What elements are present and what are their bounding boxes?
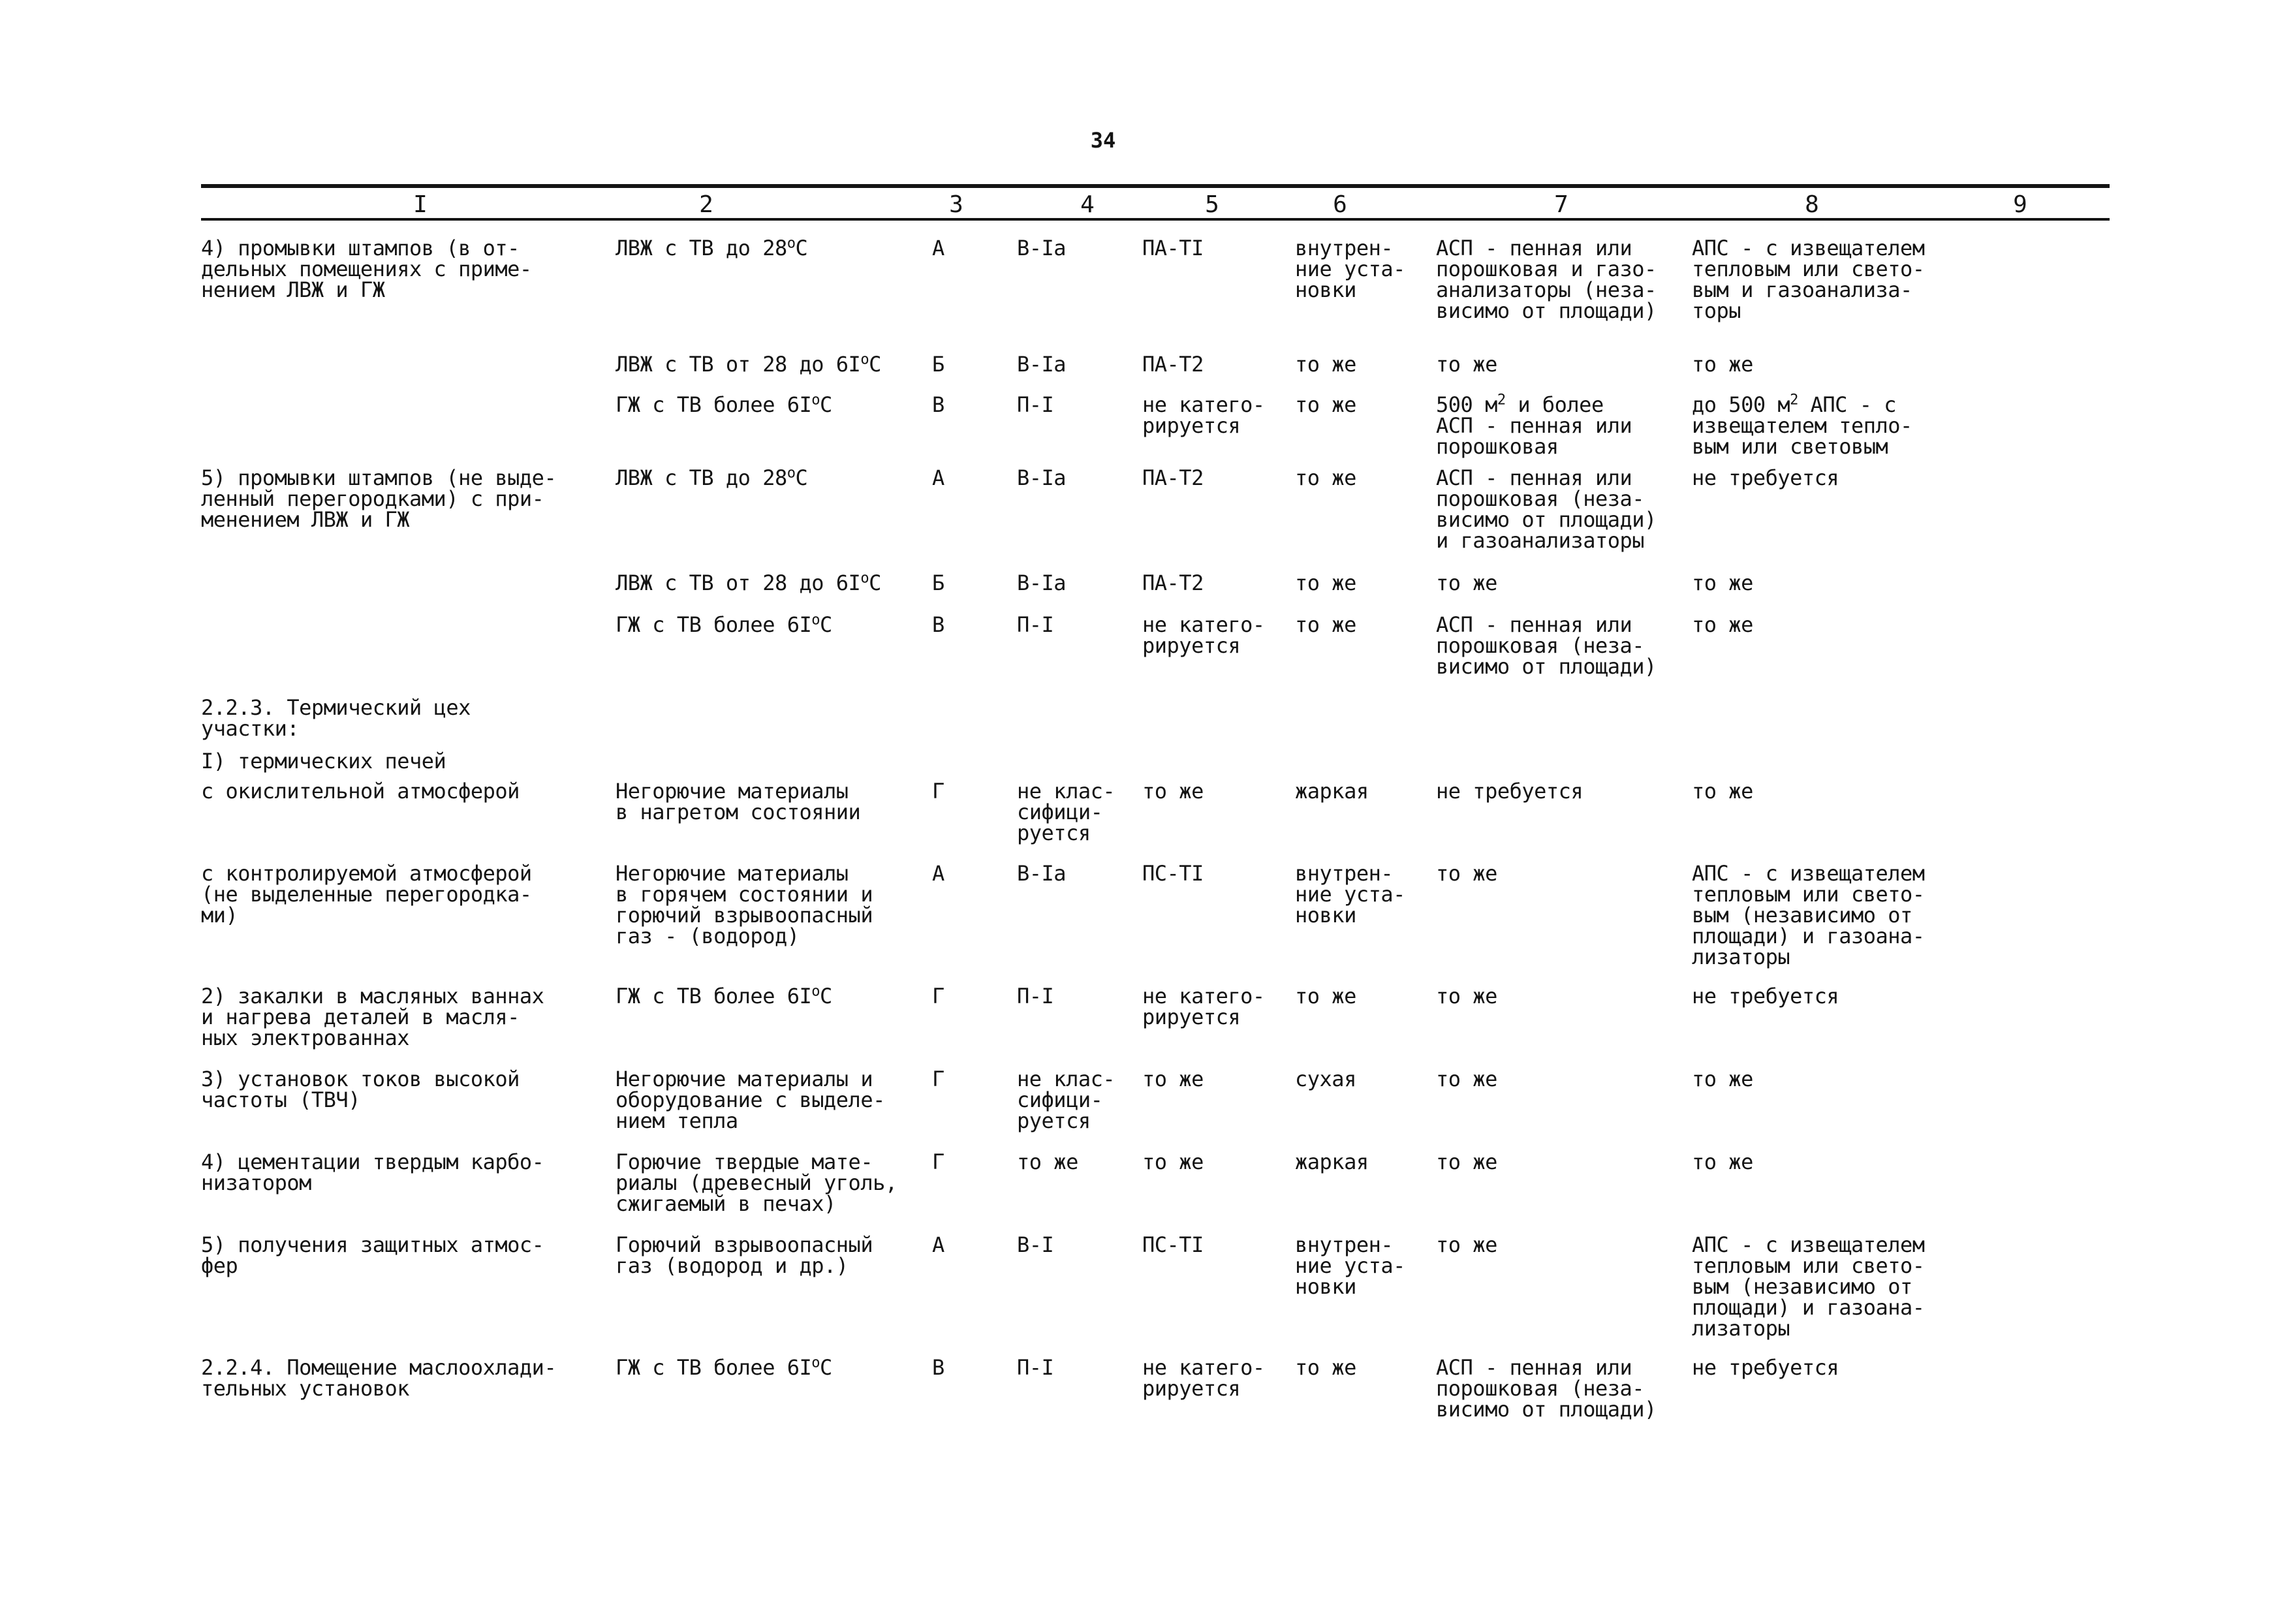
substance-cell: Горючий взрывоопасный газ (водород и др.): [616, 1232, 873, 1278]
item-cell: с окислительной атмосферой: [201, 779, 520, 804]
environment-cell: то же: [1295, 392, 1356, 417]
substance-cell: ГЖ с ТВ более $6I^оС$: [616, 1354, 832, 1380]
alarm-cell: АПС - с извещателем тепловым или свето- вым (независимо от площади) и газоана- лизаторы: [1692, 861, 1925, 969]
item-cell: 3) установок токов высокой частоты (ТВЧ): [201, 1067, 520, 1112]
alarm-cell: АПС - с извещателем тепловым или свето- вым (независимо от площади) и газоана- лизаторы: [1692, 1232, 1925, 1341]
substance-cell: Негорючие материалы в нагретом состоянии: [616, 779, 861, 824]
category-cell: Б: [932, 570, 944, 595]
item-cell: 4) промывки штампов (в от- дельных помещениях с приме- нением ЛВЖ и ГЖ: [201, 236, 532, 302]
alarm-cell: то же: [1692, 779, 1753, 804]
fire-class-cell: ПС-ТI: [1142, 861, 1204, 886]
category-cell: В: [932, 392, 944, 417]
extinguishing-cell: АСП - пенная или порошковая (неза- висимо от площади): [1436, 1355, 1657, 1422]
category-cell: Г: [932, 1067, 944, 1091]
environment-cell: внутрен- ние уста- новки: [1295, 861, 1405, 928]
column-header-8: 8: [1805, 191, 1819, 218]
column-header-6: 6: [1333, 191, 1347, 218]
alarm-cell: то же: [1692, 570, 1753, 595]
fire-class-cell: не катего- рируется: [1142, 1355, 1265, 1401]
category-cell: В: [932, 1355, 944, 1380]
zone-class-cell: не клас- сифици- руется: [1017, 779, 1115, 845]
fire-class-cell: то же: [1142, 1149, 1204, 1174]
alarm-cell: не требуется: [1692, 465, 1839, 490]
zone-class-cell: В-Iа: [1017, 352, 1067, 377]
column-header-5: 5: [1205, 191, 1219, 218]
column-header-1: I: [413, 191, 428, 218]
extinguishing-cell: АСП - пенная или порошковая (неза- висимо от площади) и газоанализаторы: [1436, 465, 1657, 553]
column-header-7: 7: [1554, 191, 1568, 218]
fire-class-cell: ПА-Т2: [1142, 352, 1204, 377]
item-cell: 2.2.3. Термический цех участки:: [201, 695, 471, 741]
fire-class-cell: ПА-Т2: [1142, 570, 1204, 595]
environment-cell: жаркая: [1295, 779, 1369, 804]
item-cell: 2.2.4. Помещение маслоохлади- тельных установок: [201, 1355, 557, 1401]
category-cell: Б: [932, 352, 944, 377]
column-header-3: 3: [949, 191, 963, 218]
extinguishing-cell: то же: [1436, 1067, 1497, 1091]
page-number: 34: [1090, 128, 1116, 153]
fire-class-cell: ПА-Т2: [1142, 465, 1204, 490]
fire-class-cell: ПА-ТI: [1142, 236, 1204, 260]
extinguishing-cell: то же: [1436, 1232, 1497, 1257]
category-cell: А: [932, 236, 944, 260]
environment-cell: то же: [1295, 570, 1356, 595]
item-cell: 2) закалки в масляных ваннах и нагрева деталей в масля- ных электрованнах: [201, 984, 544, 1050]
fire-class-cell: не катего- рируется: [1142, 984, 1265, 1029]
substance-cell: ГЖ с ТВ более $6I^оС$: [616, 612, 832, 637]
item-cell: с контролируемой атмосферой (не выделенные перегородка- ми): [201, 861, 532, 928]
environment-cell: сухая: [1295, 1067, 1356, 1091]
fire-class-cell: то же: [1142, 779, 1204, 804]
alarm-cell: то же: [1692, 612, 1753, 637]
extinguishing-cell: АСП - пенная или порошковая (неза- висимо от площади): [1436, 612, 1657, 679]
environment-cell: внутрен- ние уста- новки: [1295, 1232, 1405, 1299]
column-header-4: 4: [1080, 191, 1095, 218]
zone-class-cell: не клас- сифици- руется: [1017, 1067, 1115, 1133]
alarm-cell: то же: [1692, 352, 1753, 377]
environment-cell: внутрен- ние уста- новки: [1295, 236, 1405, 302]
extinguishing-cell: то же: [1436, 570, 1497, 595]
zone-class-cell: В-I: [1017, 1232, 1054, 1257]
substance-cell: ГЖ с ТВ более $6I^оС$: [616, 392, 832, 417]
substance-cell: Негорючие материалы и оборудование с выделе- нием тепла: [616, 1067, 885, 1133]
zone-class-cell: П-I: [1017, 392, 1054, 417]
table-top-rule: [201, 184, 2110, 188]
category-cell: Г: [932, 1149, 944, 1174]
extinguishing-cell: то же: [1436, 861, 1497, 886]
substance-cell: Горючие твердые мате- риалы (древесный уголь, сжигаемый в печах): [616, 1149, 897, 1216]
category-cell: А: [932, 465, 944, 490]
alarm-cell: до 500 $м^2$ АПС - с извещателем тепло- вым или световым: [1692, 392, 1912, 459]
column-header-9: 9: [2013, 191, 2027, 218]
item-cell: 4) цементации твердым карбо- низатором: [201, 1149, 544, 1195]
environment-cell: жаркая: [1295, 1149, 1369, 1174]
zone-class-cell: П-I: [1017, 984, 1054, 1008]
substance-cell: Негорючие материалы в горячем состоянии и горючий взрывоопасный газ - (водород): [616, 861, 873, 948]
environment-cell: то же: [1295, 612, 1356, 637]
category-cell: В: [932, 612, 944, 637]
item-cell: I) термических печей: [201, 749, 446, 773]
fire-class-cell: не катего- рируется: [1142, 392, 1265, 438]
zone-class-cell: В-Iа: [1017, 570, 1067, 595]
zone-class-cell: В-Iа: [1017, 465, 1067, 490]
alarm-cell: то же: [1692, 1149, 1753, 1174]
zone-class-cell: то же: [1017, 1149, 1078, 1174]
alarm-cell: не требуется: [1692, 1355, 1839, 1380]
substance-cell: ЛВЖ с ТВ от 28 до $6I^оС$: [616, 351, 881, 377]
fire-class-cell: не катего- рируется: [1142, 612, 1265, 658]
alarm-cell: АПС - с извещателем тепловым или свето- вым и газоанализа- торы: [1692, 236, 1925, 323]
substance-cell: ГЖ с ТВ более $6I^оС$: [616, 983, 832, 1008]
environment-cell: то же: [1295, 352, 1356, 377]
substance-cell: ЛВЖ с ТВ от 28 до $6I^оС$: [616, 570, 881, 595]
extinguishing-cell: то же: [1436, 984, 1497, 1008]
category-cell: Г: [932, 984, 944, 1008]
table-header-rule: [201, 218, 2110, 221]
alarm-cell: не требуется: [1692, 984, 1839, 1008]
category-cell: Г: [932, 779, 944, 804]
environment-cell: то же: [1295, 465, 1356, 490]
fire-class-cell: ПС-ТI: [1142, 1232, 1204, 1257]
zone-class-cell: П-I: [1017, 1355, 1054, 1380]
category-cell: А: [932, 1232, 944, 1257]
substance-cell: ЛВЖ с ТВ до $28^оС$: [616, 235, 808, 260]
extinguishing-cell: не требуется: [1436, 779, 1583, 804]
extinguishing-cell: АСП - пенная или порошковая и газо- анализаторы (неза- висимо от площади): [1436, 236, 1657, 323]
item-cell: 5) получения защитных атмос- фер: [201, 1232, 544, 1278]
category-cell: А: [932, 861, 944, 886]
item-cell: 5) промывки штампов (не выде- ленный перегородками) с при- менением ЛВЖ и ГЖ: [201, 465, 557, 532]
substance-cell: ЛВЖ с ТВ до $28^оС$: [616, 465, 808, 490]
extinguishing-cell: то же: [1436, 352, 1497, 377]
column-header-2: 2: [699, 191, 713, 218]
zone-class-cell: В-Iа: [1017, 861, 1067, 886]
environment-cell: то же: [1295, 984, 1356, 1008]
extinguishing-cell: то же: [1436, 1149, 1497, 1174]
extinguishing-cell: 500 $м^2$ и более АСП - пенная или порошковая: [1436, 392, 1632, 459]
fire-class-cell: то же: [1142, 1067, 1204, 1091]
zone-class-cell: П-I: [1017, 612, 1054, 637]
zone-class-cell: В-Iа: [1017, 236, 1067, 260]
environment-cell: то же: [1295, 1355, 1356, 1380]
alarm-cell: то же: [1692, 1067, 1753, 1091]
